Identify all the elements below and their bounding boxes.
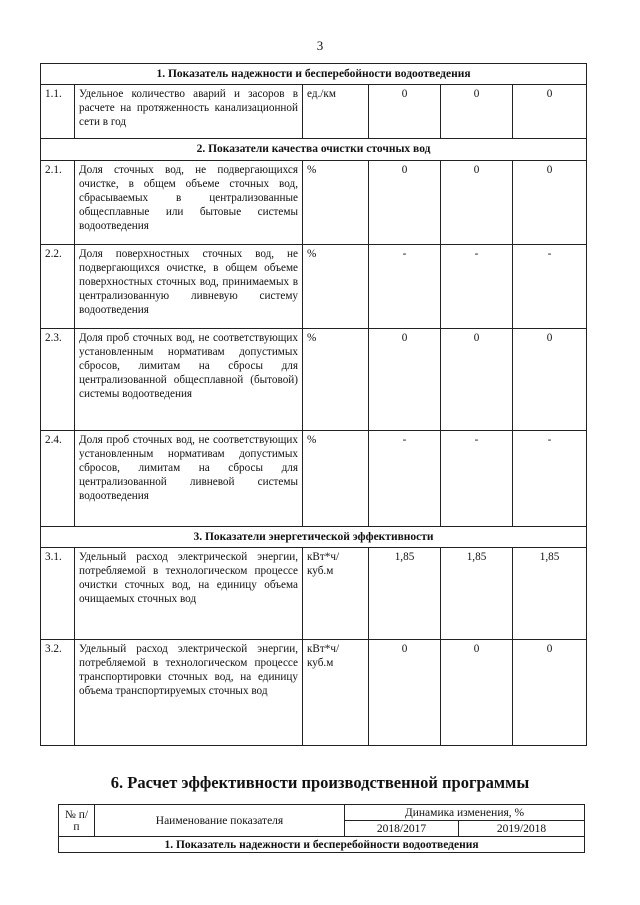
unit: кВт*ч/куб.м xyxy=(303,548,369,640)
value-cell: - xyxy=(441,244,513,328)
row-number: 2.2. xyxy=(41,244,75,328)
row-number: 3.1. xyxy=(41,548,75,640)
page-number: 3 xyxy=(316,38,324,53)
indicator-name: Доля поверхностных сточных вод, не подвергающихся очистке, в общем объеме поверхностных сточных вод, принимаемых в централизованную ливневую систему водоотведения xyxy=(75,244,303,328)
value-cell: 0 xyxy=(369,85,441,139)
col-year-header: 2019/2018 xyxy=(459,821,585,837)
unit: % xyxy=(303,160,369,244)
value-cell: - xyxy=(369,244,441,328)
unit: ед./км xyxy=(303,85,369,139)
section-title: 1. Показатель надежности и бесперебойности водоотведения xyxy=(41,64,587,85)
indicators-table xyxy=(40,63,587,746)
value-cell: 1,85 xyxy=(369,548,441,640)
value-cell: 0 xyxy=(369,640,441,746)
unit: % xyxy=(303,430,369,526)
value-cell: - xyxy=(513,244,587,328)
row-number: 2.3. xyxy=(41,328,75,430)
efficiency-table-header xyxy=(58,804,585,853)
unit: % xyxy=(303,244,369,328)
value-cell: 0 xyxy=(513,640,587,746)
value-cell: - xyxy=(513,430,587,526)
row-number: 3.2. xyxy=(41,640,75,746)
table-row xyxy=(41,85,587,139)
indicator-name: Доля проб сточных вод, не соответствующих установленным нормативам допустимых сбросов, лимитам на сбросы для централизованной общесплавной (бытовой) системы водоотведения xyxy=(75,328,303,430)
value-cell: 0 xyxy=(441,640,513,746)
value-cell: - xyxy=(369,430,441,526)
row-number: 2.1. xyxy=(41,160,75,244)
table-row xyxy=(41,328,587,430)
value-cell: 0 xyxy=(441,328,513,430)
table-row xyxy=(41,640,587,746)
section-title: 2. Показатели качества очистки сточных вод xyxy=(41,139,587,160)
value-cell: 0 xyxy=(441,160,513,244)
value-cell: 1,85 xyxy=(513,548,587,640)
col-number-header: № п/п xyxy=(59,805,95,837)
table-row xyxy=(41,160,587,244)
indicator-name: Доля сточных вод, не подвергающихся очистке, в общем объеме сточных вод, сбрасываемых в централизованные общесплавные или бытовые системы водоотведения xyxy=(75,160,303,244)
row-number: 2.4. xyxy=(41,430,75,526)
value-cell: - xyxy=(441,430,513,526)
unit: кВт*ч/куб.м xyxy=(303,640,369,746)
value-cell: 0 xyxy=(369,160,441,244)
table-row xyxy=(41,548,587,640)
value-cell: 1,85 xyxy=(441,548,513,640)
section-title: 1. Показатель надежности и бесперебойности водоотведения xyxy=(59,837,585,853)
indicator-name: Доля проб сточных вод, не соответствующих установленным нормативам допустимых сбросов, лимитам на сбросы для централизованной ливневой системы водоотведения xyxy=(75,430,303,526)
value-cell: 0 xyxy=(513,160,587,244)
value-cell: 0 xyxy=(369,328,441,430)
indicator-name: Удельный расход электрической энергии, потребляемой в технологическом процессе транспортировки сточных вод, на единицу объема транспортируемых сточных вод xyxy=(75,640,303,746)
col-name-header: Наименование показателя xyxy=(95,805,345,837)
section6-title: 6. Расчет эффективности производственной программы xyxy=(110,773,530,792)
indicator-name: Удельное количество аварий и засоров в расчете на протяженность канализационной сети в год xyxy=(75,85,303,139)
col-dynamics-header: Динамика изменения, % xyxy=(345,805,585,821)
section-title: 3. Показатели энергетической эффективности xyxy=(41,526,587,547)
indicator-name: Удельный расход электрической энергии, потребляемой в технологическом процессе очистки сточных вод, на единицу объема очищаемых сточных вод xyxy=(75,548,303,640)
value-cell: 0 xyxy=(441,85,513,139)
value-cell: 0 xyxy=(513,328,587,430)
table-row xyxy=(41,244,587,328)
table-row xyxy=(41,430,587,526)
value-cell: 0 xyxy=(513,85,587,139)
unit: % xyxy=(303,328,369,430)
row-number: 1.1. xyxy=(41,85,75,139)
col-year-header: 2018/2017 xyxy=(345,821,459,837)
